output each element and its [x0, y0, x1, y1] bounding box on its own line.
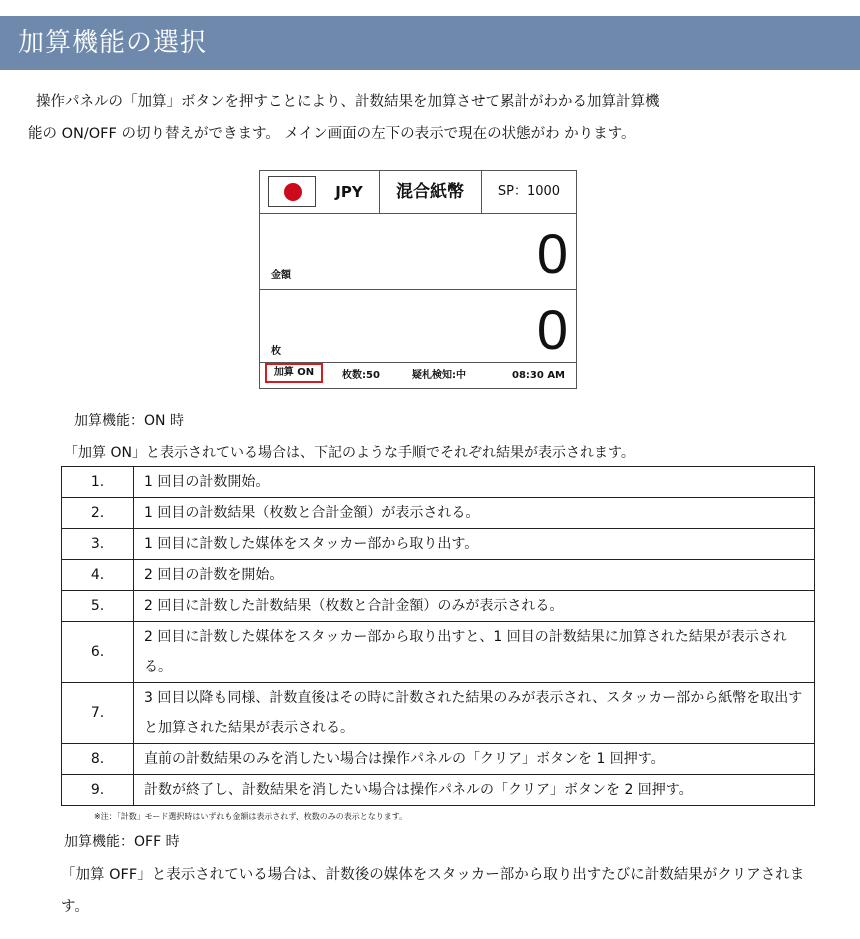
- on-section-description: 「加算 ON」と表示されている場合は、下記のような手順でそれぞれ結果が表示されます。: [64, 445, 635, 461]
- speed-label: SP：1000: [497, 184, 561, 199]
- step-text: 2 回目に計数した計数結果（枚数と合計金額）のみが表示される。: [134, 591, 815, 622]
- step-number: 8.: [62, 744, 134, 775]
- intro-line-1: 操作パネルの「加算」ボタンを押すことにより、計数結果を加算させて累計がわかる加算計算機: [36, 94, 660, 110]
- table-row: [62, 560, 815, 591]
- step-number: 2.: [62, 498, 134, 529]
- step-text: 計数が終了し、計数結果を消したい場合は操作パネルの「クリア」ボタンを 2 回押す。: [134, 775, 815, 806]
- footnote: ※注：「計数」モード選択時はいずれも金額は表示されず、枚数のみの表示となります。: [94, 812, 408, 821]
- accumulate-status-badge: 加算 ON: [265, 363, 323, 383]
- step-number: 7.: [62, 683, 134, 744]
- table-row: [62, 683, 815, 744]
- amount-label: 金額: [271, 270, 291, 281]
- step-text: 1 回目の計数開始。: [134, 467, 815, 498]
- table-row: [62, 744, 815, 775]
- step-number: 5.: [62, 591, 134, 622]
- table-row: [62, 467, 815, 498]
- step-number: 1.: [62, 467, 134, 498]
- count-row: [260, 290, 576, 363]
- table-row: [62, 622, 815, 683]
- batch-count-status: 枚数:50: [342, 370, 380, 381]
- clock-time: 08:30 AM: [512, 370, 566, 381]
- table-row: [62, 775, 815, 806]
- step-number: 6.: [62, 622, 134, 683]
- table-row: [62, 498, 815, 529]
- device-screen-illustration: [259, 170, 577, 389]
- page-title: 加算機能の選択: [0, 16, 860, 70]
- step-text: 1 回目に計数した媒体をスタッカー部から取り出す。: [134, 529, 815, 560]
- screen-top-bar: [260, 171, 576, 214]
- step-number: 3.: [62, 529, 134, 560]
- step-text: 1 回目の計数結果（枚数と合計金額）が表示される。: [134, 498, 815, 529]
- off-section-description: 「加算 OFF」と表示されている場合は、計数後の媒体をスタッカー部から取り出すたびに計数結果がクリアされます。: [61, 867, 805, 915]
- currency-label: JPY: [335, 183, 363, 201]
- step-text: 直前の計数結果のみを消したい場合は操作パネルの「クリア」ボタンを 1 回押す。: [134, 744, 815, 775]
- amount-row: [260, 214, 576, 290]
- count-label: 枚: [271, 346, 281, 357]
- mode-label: 混合紙幣: [396, 182, 464, 202]
- table-row: [62, 591, 815, 622]
- step-text: 2 回目の計数を開始。: [134, 560, 815, 591]
- intro-line-2: 能の ON/OFF の切り替えができます。 メイン画面の左下の表示で現在の状態がわ かります。: [28, 126, 636, 142]
- step-number: 4.: [62, 560, 134, 591]
- intro-paragraph: [28, 86, 828, 150]
- step-number: 9.: [62, 775, 134, 806]
- steps-table: [61, 466, 815, 806]
- off-section-title: 加算機能：OFF 時: [64, 834, 180, 850]
- step-text: 2 回目に計数した媒体をスタッカー部から取り出すと、1 回目の計数結果に加算された結果が表示される。: [134, 622, 815, 683]
- on-section-title: 加算機能：ON 時: [74, 413, 184, 429]
- table-row: [62, 529, 815, 560]
- amount-value: 0: [536, 222, 568, 285]
- counterfeit-detect-status: 疑札検知:中: [412, 370, 466, 381]
- status-bar: [260, 363, 576, 388]
- step-text: 3 回目以降も同様、計数直後はその時に計数された結果のみが表示され、スタッカー部から紙幣を取出すと加算された結果が表示される。: [134, 683, 815, 744]
- japan-flag-icon: [268, 176, 316, 207]
- count-value: 0: [536, 298, 568, 361]
